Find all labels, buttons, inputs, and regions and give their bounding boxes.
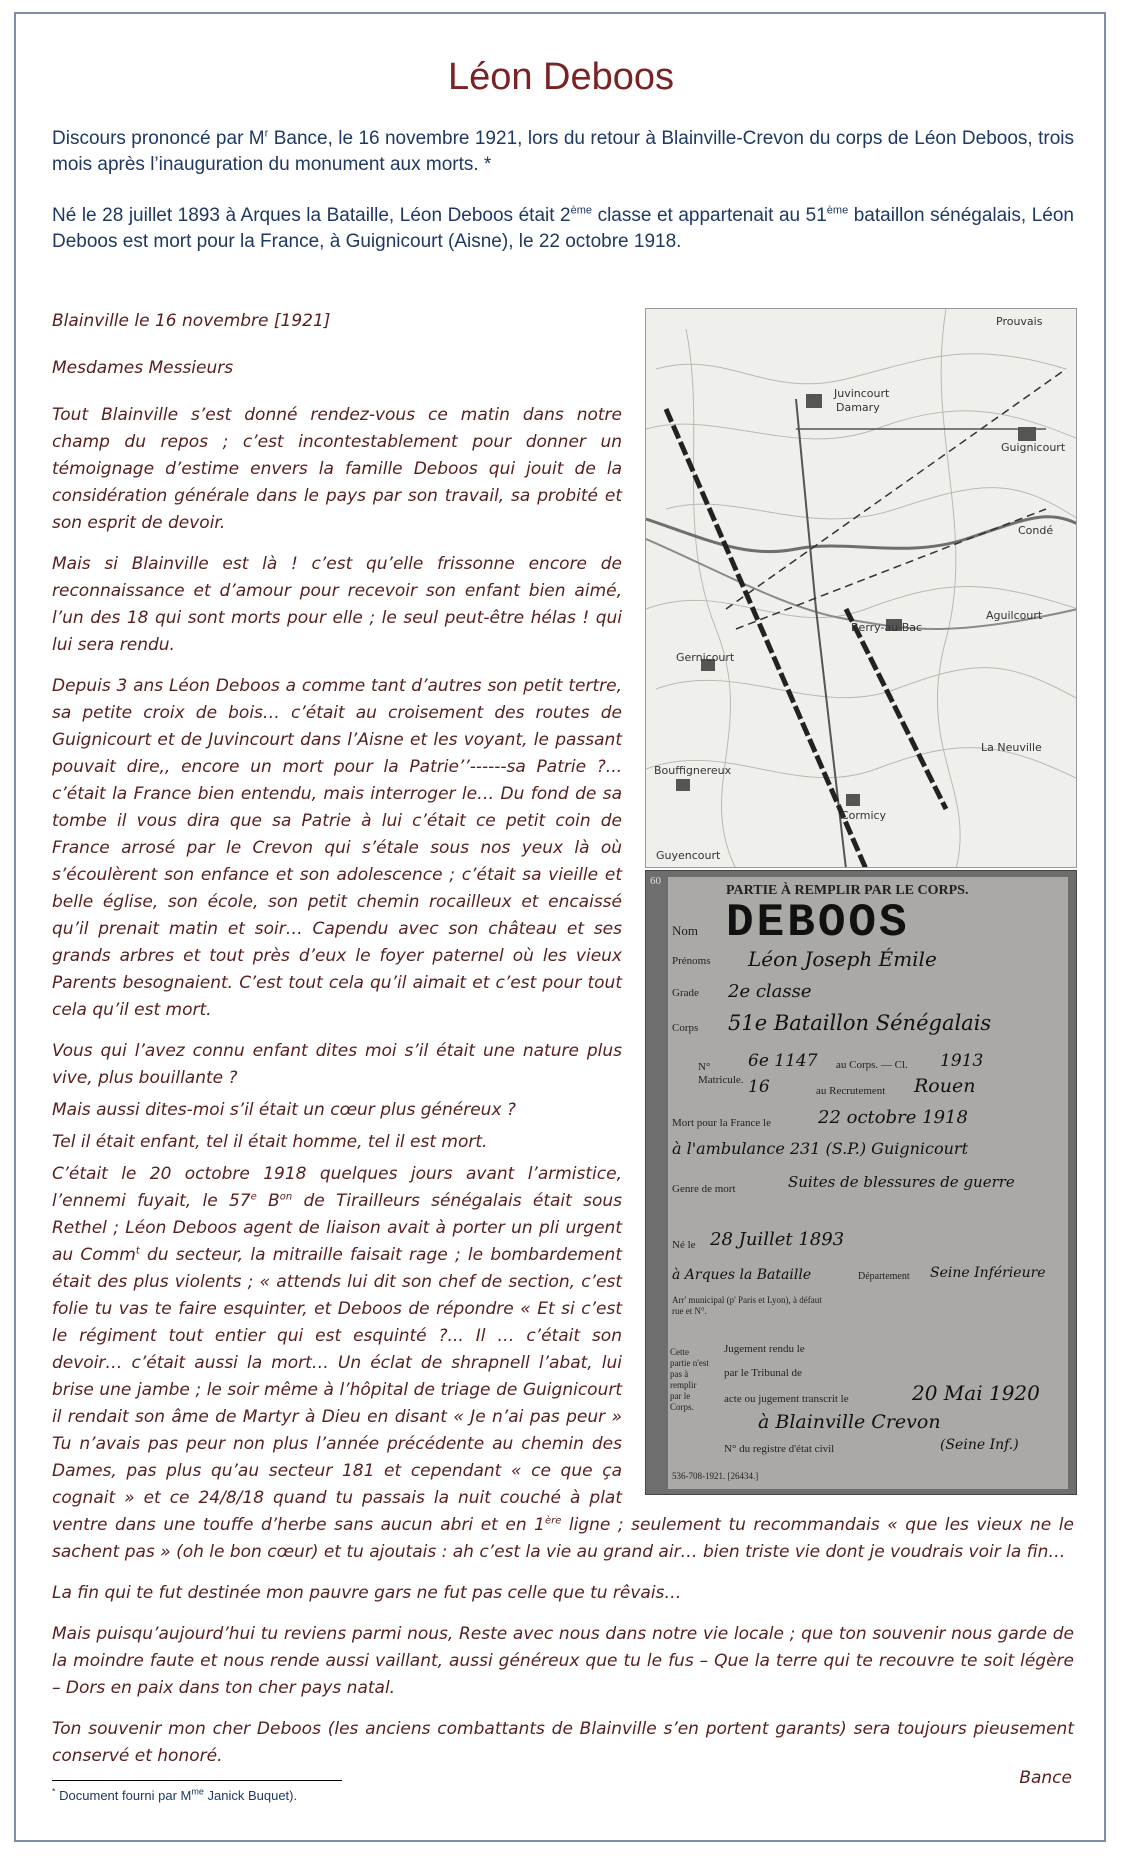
- registre-value: (Seine Inf.): [940, 1437, 1019, 1453]
- speech-paragraph: Mais puisqu’aujourd’hui tu reviens parmi nous, Reste avec nous dans notre vie locale ; que ton souvenir nous garde de la moindre faute et nous rende aussi vaillant, aussi généreux que tu le fus – Que la terre qui te recouvre te soit légère – Dors en paix dans ton cher pays natal.: [52, 1624, 1074, 1698]
- speech-paragraph: C’était le 20 octobre 1918 quelques jours avant l’armistice, l’ennemi fuyait, le 57e $B^{on}$ de Tirailleurs sénégalais était sous Rethel ; Léon Deboos agent de liaison avait à porter un pli urgent au Comm$^t$ du secteur, la mitraille faisait rage ; le bombardement était des plus violents ; « attends lui dit son chef de section, c’est folie tu vas te faire esquinter, et Deboos de répondre « Et si c’est le régiment tout entier qui est esquinté ?... Il … c’était son devoir… c’était aussi la mort… Un éclat de shrapnell l’abat, lui brise une jambe ; le soir même à l’hôpital de triage de Guignicourt il rendait son âme de Martyr à Dieu en disant « Je n’ai pas peur » Tu n’avais pas peur non plus l’année précédente au chemin des Dames, pas plus qu’au secteur 181 et cependant « ce que ça cognait » et ce 24/8/18 quand tu passais la nuit couché à plat ventre dans une touffe d’herbe sans aucun abri et en 1ère ligne ; seulement tu recommandais « que les vieux ne le sachent pas » (oh le bon cœur) et tu ajoutais : ah c’est la vie au grand air… bien triste vie dont je voudrais voir la fin…: [52, 1164, 1074, 1562]
- intro-paragraph-1: Discours prononcé par $M^r$ Bance, le 16 novembre 1921, lors du retour à Blainville-Crevon du corps de Léon Deboos, trois mois après l’inauguration du monument aux morts. *: [52, 127, 1074, 175]
- map-label: Damary: [836, 401, 880, 414]
- side-note-label: Cette partie n'est pas à remplir par le Corps.: [670, 1347, 709, 1412]
- classe-value: 1913: [940, 1051, 984, 1071]
- ne-lieu-value: à Arques la Bataille: [672, 1267, 812, 1283]
- matricule-label: N° Matricule.: [698, 1061, 744, 1086]
- tribunal-label: par le Tribunal de: [724, 1367, 802, 1379]
- mort-lieu-value: à l'ambulance 231 (S.P.) Guignicourt: [672, 1139, 968, 1158]
- au-corps-label: au Corps. — Cl.: [836, 1059, 908, 1071]
- speech-paragraph: Mais si Blainville est là ! c’est qu’elle frissonne encore de reconnaissance et d’amour pour recevoir son enfant bien aimé, l’un des 18 qui sont morts pour elle ; le seul peut-être hélas ! qui lui sera rendu.: [52, 554, 622, 655]
- departement-label: Département: [858, 1271, 910, 1282]
- image-spacer: [640, 308, 1074, 1488]
- jugement-label: Jugement rendu le: [724, 1343, 805, 1355]
- speech-paragraph: Mais aussi dites-moi s’il était un cœur plus généreux ?: [52, 1100, 516, 1120]
- speech-text: [52, 308, 1074, 1784]
- mort-label: Mort pour la France le: [672, 1117, 771, 1129]
- map-label: La Neuville: [981, 741, 1042, 754]
- printer-reference: 536-708-1921. [26434.]: [672, 1471, 759, 1481]
- map-label: Berry-au-Bac: [851, 621, 923, 634]
- speech-paragraph: La fin qui te fut destinée mon pauvre gars ne fut pas celle que tu rêvais…: [52, 1583, 682, 1603]
- corps-value: 51e Bataillon Sénégalais: [728, 1011, 992, 1035]
- speech-paragraph: Tout Blainville s’est donné rendez-vous ce matin dans notre champ du repos ; c’est incontestablement pour donner un témoignage d’estime envers la famille Deboos qui jouit de la considération générale dans le pays par son travail, sa probité et son esprit de devoir.: [52, 405, 622, 533]
- intro-paragraph-2: Né le 28 juillet 1893 à Arques la Bataille, Léon Deboos était 2ème classe et appartenait au 51ème bataillon sénégalais, Léon Deboos est mort pour la France, à Guignicourt (Aisne), le 22 octobre 1918.: [52, 204, 1074, 252]
- transcrit-lieu-value: à Blainville Crevon: [758, 1411, 941, 1433]
- speech-paragraph: Ton souvenir mon cher Deboos (les anciens combattants de Blainville s’en portent garants) sera toujours pieusement conservé et honoré.: [52, 1719, 1074, 1766]
- page-title: Léon Deboos: [447, 56, 675, 98]
- footnote: * Document fourni par $M^{me}$ Janick Buquet).: [52, 1786, 298, 1803]
- transcrit-value: 20 Mai 1920: [912, 1381, 1040, 1405]
- prenoms-label: Prénoms: [672, 955, 711, 967]
- matricule-value-2: 16: [748, 1077, 770, 1097]
- prenoms-value: Léon Joseph Émile: [748, 947, 937, 971]
- transcrit-label: acte ou jugement transcrit le: [724, 1393, 849, 1405]
- genre-value: Suites de blessures de guerre: [788, 1173, 1015, 1191]
- card-header: PARTIE À REMPLIR PAR LE CORPS.: [726, 883, 969, 898]
- nom-label: Nom: [672, 923, 698, 938]
- genre-label: Genre de mort: [672, 1183, 736, 1195]
- card-page-number: 60: [650, 875, 661, 887]
- map-label: Gernicourt: [676, 651, 735, 664]
- nom-value: DEBOOS: [726, 897, 910, 949]
- matricule-value-1: 6e 1147: [748, 1051, 818, 1071]
- speech-date-line: Blainville le 16 novembre [1921]: [52, 311, 331, 331]
- grade-value: 2e classe: [728, 981, 812, 1002]
- map-label: Aguilcourt: [986, 609, 1043, 622]
- departement-value: Seine Inférieure: [930, 1265, 1046, 1281]
- speech-paragraph: Depuis 3 ans Léon Deboos a comme tant d’autres son petit tertre, sa petite croix de bois… c’était au croisement des routes de Guignicourt et de Juvincourt dans l’Aisne et les voyant, le passant pouvait dire,, encore un mort pour la Patrie’’------sa Patrie ?... c’était la France bien entendu, mais interroger le… Du fond de sa tombe il vous dira que sa Patrie à lui c’était ce petit coin de France arrosé par le Crevon qui s’étale sous nos yeux là où s’écoulèrent son enfance et son adolescence ; c’était sa vieille et belle église, son école, son petit chemin rocailleux et encaissé qu’il prenait matin et soir… Capendu avec son château et ses grands arbres et tout près d’eux le foyer paternel où les vieux Parents besognaient. C’est tout cela qu’il aimait et c’est pour tout cela qu’il est mort.: [52, 676, 622, 1020]
- map-label: Condé: [1018, 524, 1054, 537]
- map-label: Cormicy: [841, 809, 887, 822]
- map-label: Bouffignereux: [654, 764, 732, 777]
- speech-salutation: Mesdames Messieurs: [52, 358, 234, 378]
- grade-label: Grade: [672, 987, 699, 999]
- mort-value: 22 octobre 1918: [818, 1107, 968, 1128]
- arr-label: Arr' municipal (p' Paris et Lyon), à défaut rue et N°.: [672, 1295, 822, 1316]
- signature: Bance: [1019, 1768, 1072, 1788]
- corps-label: Corps: [672, 1022, 699, 1034]
- registre-label: N° du registre d'état civil: [724, 1443, 835, 1455]
- ne-value: 28 Juillet 1893: [710, 1229, 845, 1250]
- speech-paragraph: Tel il était enfant, tel il était homme, tel il est mort.: [52, 1132, 488, 1152]
- recrutement-label: au Recrutement: [816, 1085, 886, 1097]
- map-label: Guyencourt: [656, 849, 721, 862]
- map-label: Juvincourt: [834, 387, 890, 400]
- ne-label: Né le: [672, 1239, 696, 1251]
- map-label: Guignicourt: [1001, 441, 1066, 454]
- footnote-rule: [52, 1780, 342, 1781]
- recrutement-value: Rouen: [914, 1075, 976, 1097]
- speech-paragraph: Vous qui l’avez connu enfant dites moi s’il était une nature plus vive, plus bouillante ?: [52, 1041, 622, 1088]
- map-label: Prouvais: [996, 315, 1043, 328]
